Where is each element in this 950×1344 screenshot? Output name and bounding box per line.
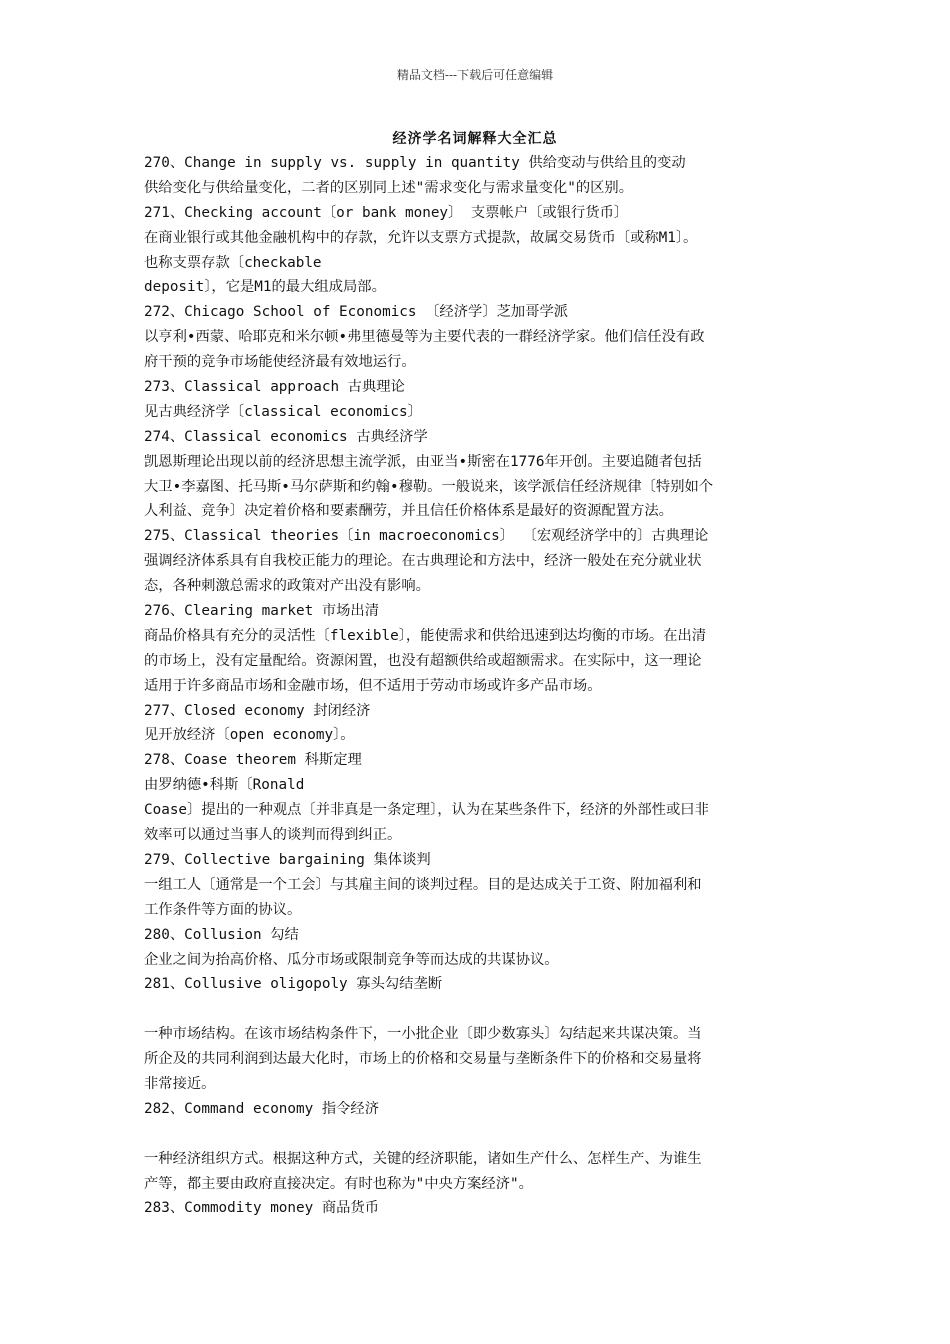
text-line: 276、Clearing market 市场出清 (144, 603, 380, 620)
text-line: 274、Classical economics 古典经济学 (144, 428, 428, 445)
text-line: 强调经济体系具有自我校正能力的理论。在古典理论和方法中，经济一般处在充分就业状 (144, 553, 702, 570)
text-line: 人利益、竞争〕决定着价格和要素酬劳，并且信任价格体系是最好的资源配置方法。 (144, 503, 673, 520)
text-line: 见古典经济学〔classical economics〕 (144, 403, 422, 420)
document-title: 经济学名词解释大全汇总 (392, 131, 558, 147)
text-line: 产等，都主要由政府直接决定。有时也称为"中央方案经济"。 (144, 1175, 533, 1192)
text-line: 272、Chicago School of Economics 〔经济学〕芝加哥学派 (144, 304, 569, 321)
header-note: 精品文档---下载后可任意编辑 (396, 68, 554, 82)
text-line: 283、Commodity money 商品货币 (144, 1200, 380, 1217)
text-line: 见开放经济〔open economy〕。 (144, 727, 355, 744)
text-line: 275、Classical theories〔in macroeconomics〕 〔宏观经济学中的〕古典理论 (144, 528, 709, 545)
text-line: 工作条件等方面的协议。 (144, 901, 302, 918)
text-line: 281、Collusive oligopoly 寡头勾结垄断 (144, 976, 443, 993)
text-line: 在商业银行或其他金融机构中的存款，允许以支票方式提款，故属交易货币〔或称M1〕。 (144, 229, 698, 246)
text-line: 非常接近。 (144, 1075, 216, 1092)
text-line: 效率可以通过当事人的谈判而得到纠正。 (144, 827, 402, 844)
text-line: 271、Checking account〔or bank money〕 支票帐户〔或银行货币〕 (144, 204, 629, 221)
text-line: 也称支票存款〔checkable (144, 254, 322, 271)
text-line: 大卫•李嘉图、托马斯•马尔萨斯和约翰•穆勒。一般说来，该学派信任经济规律〔特别如个 (144, 478, 714, 495)
text-line: 适用于许多商品市场和金融市场，但不适用于劳动市场或许多产品市场。 (144, 677, 602, 694)
text-line: 以亨利•西蒙、哈耶克和米尔顿•弗里德曼等为主要代表的一群经济学家。他们信任没有政 (144, 329, 705, 346)
text-line: 280、Collusion 勾结 (144, 926, 299, 943)
text-line: 270、Change in supply vs. supply in quantity 供给变动与供给且的变动 (144, 155, 686, 171)
text-line: 所企及的共同利润到达最大化时，市场上的价格和交易量与垄断条件下的价格和交易量将 (144, 1051, 702, 1068)
text-line: 278、Coase theorem 科斯定理 (144, 752, 362, 769)
text-line: 企业之间为抬高价格、瓜分市场或限制竞争等而达成的共谋协议。 (144, 951, 559, 968)
text-line: 279、Collective bargaining 集体谈判 (144, 851, 431, 868)
text-line: 277、Closed economy 封闭经济 (144, 702, 371, 719)
blank-line (144, 1122, 808, 1147)
text-line: 一种市场结构。在该市场结构条件下，一小批企业〔即少数寡头〕勾结起来共谋决策。当 (144, 1026, 702, 1043)
text-line: 273、Classical approach 古典理论 (144, 379, 405, 396)
blank-line (144, 997, 808, 1022)
text-line: 府干预的竞争市场能使经济最有效地运行。 (144, 354, 416, 371)
text-line: deposit〕，它是M1的最大组成局部。 (144, 279, 386, 296)
text-line: 一组工人〔通常是一个工会〕与其雇主间的谈判过程。目的是达成关于工资、附加福利和 (144, 876, 702, 893)
text-line: 商品价格具有充分的灵活性〔flexible〕，能使需求和供给迅速到达均衡的市场。在出清 (144, 627, 707, 644)
document-body (144, 151, 808, 1221)
text-line: 供给变化与供给量变化，二者的区别同上述"需求变化与需求量变化"的区别。 (144, 179, 634, 196)
text-line: 282、Command economy 指令经济 (144, 1100, 380, 1117)
text-line: Coase〕提出的一种观点〔并非真是一条定理〕，认为在某些条件下，经济的外部性或曰非 (144, 802, 709, 819)
text-line: 由罗纳德•科斯〔Ronald (144, 777, 305, 794)
text-line: 凯恩斯理论出现以前的经济思想主流学派，由亚当•斯密在1776年开创。主要追随者包括 (144, 453, 702, 470)
text-line: 的市场上，没有定量配给。资源闲置，也没有超额供给或超额需求。在实际中，这一理论 (144, 652, 702, 669)
text-line: 态，各种刺激总需求的政策对产出没有影响。 (144, 578, 430, 595)
text-line: 一种经济组织方式。根据这种方式，关键的经济职能，诸如生产什么、怎样生产、为谁生 (144, 1150, 702, 1167)
